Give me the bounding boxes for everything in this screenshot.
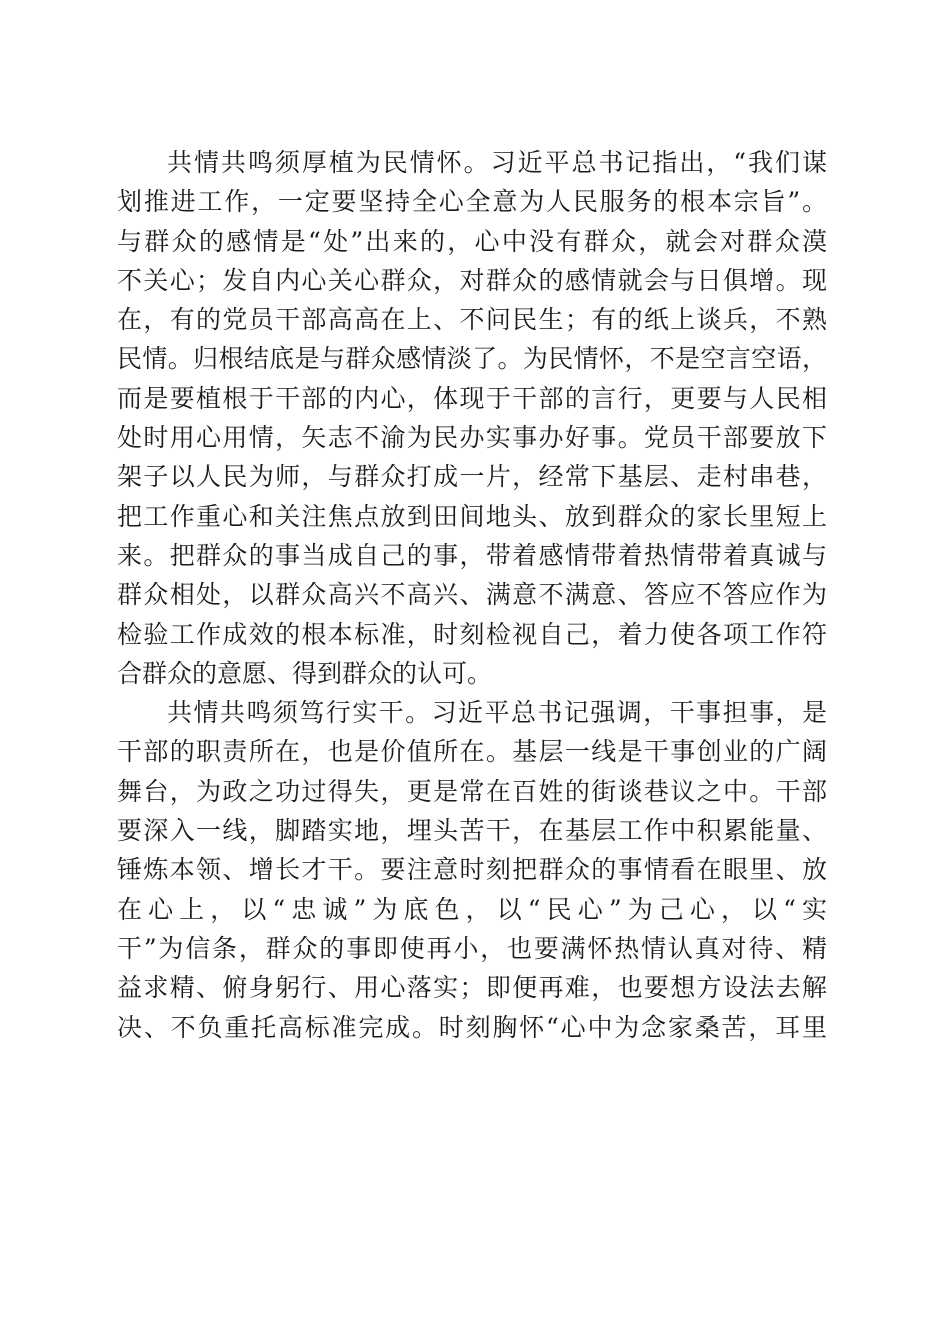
text-line: 共情共鸣须笃行实干。习近平总书记强调，干事担事，是 (167, 698, 827, 728)
text-line: 来。把群众的事当成自己的事，带着感情带着热情带着真诚与 (117, 540, 827, 570)
text-line: 架子以人民为师，与群众打成一片，经常下基层、走村串巷， (117, 462, 827, 492)
text-line: 处时用心用情，矢志不渝为民办实事办好事。党员干部要放下 (117, 423, 827, 453)
text-line: 民情。归根结底是与群众感情淡了。为民情怀，不是空言空语， (117, 344, 827, 374)
text-line: 把工作重心和关注焦点放到田间地头、放到群众的家长里短上 (117, 501, 827, 531)
text-line: 在心上，以“忠诚”为底色，以“民心”为己心，以“实 (117, 894, 827, 924)
document-body (117, 143, 827, 1047)
text-line: 要深入一线，脚踏实地，埋头苦干，在基层工作中积累能量、 (117, 816, 827, 846)
text-line: 群众相处，以群众高兴不高兴、满意不满意、答应不答应作为 (117, 580, 827, 610)
text-line: 与群众的感情是“处”出来的，心中没有群众，就会对群众漠 (117, 226, 827, 256)
text-line: 而是要植根于干部的内心，体现于干部的言行，更要与人民相 (117, 383, 827, 413)
paragraph-practical-work (117, 693, 827, 1047)
text-line: 不关心；发自内心关心群众，对群众的感情就会与日俱增。现 (117, 265, 827, 295)
text-line: 决、不负重托高标准完成。时刻胸怀“心中为念家桑苦，耳里 (117, 1012, 827, 1042)
text-line: 舞台，为政之功过得失，更是常在百姓的街谈巷议之中。干部 (117, 776, 827, 806)
text-line: 干”为信条，群众的事即使再小，也要满怀热情认真对待、精 (117, 933, 827, 963)
text-line: 锤炼本领、增长才干。要注意时刻把群众的事情看在眼里、放 (117, 855, 827, 885)
text-line: 在，有的党员干部高高在上、不问民生；有的纸上谈兵，不熟 (117, 305, 827, 335)
text-line: 划推进工作，一定要坚持全心全意为人民服务的根本宗旨”。 (117, 187, 827, 217)
paragraph-people-sentiment (117, 143, 827, 693)
text-line: 共情共鸣须厚植为民情怀。习近平总书记指出，“我们谋 (167, 148, 827, 177)
text-line: 检验工作成效的根本标准，时刻检视自己，着力使各项工作符 (117, 619, 827, 649)
text-line: 益求精、俯身躬行、用心落实；即便再难，也要想方设法去解 (117, 973, 827, 1003)
text-line: 合群众的意愿、得到群众的认可。 (117, 658, 493, 688)
text-line: 干部的职责所在，也是价值所在。基层一线是干事创业的广阔 (117, 737, 827, 767)
